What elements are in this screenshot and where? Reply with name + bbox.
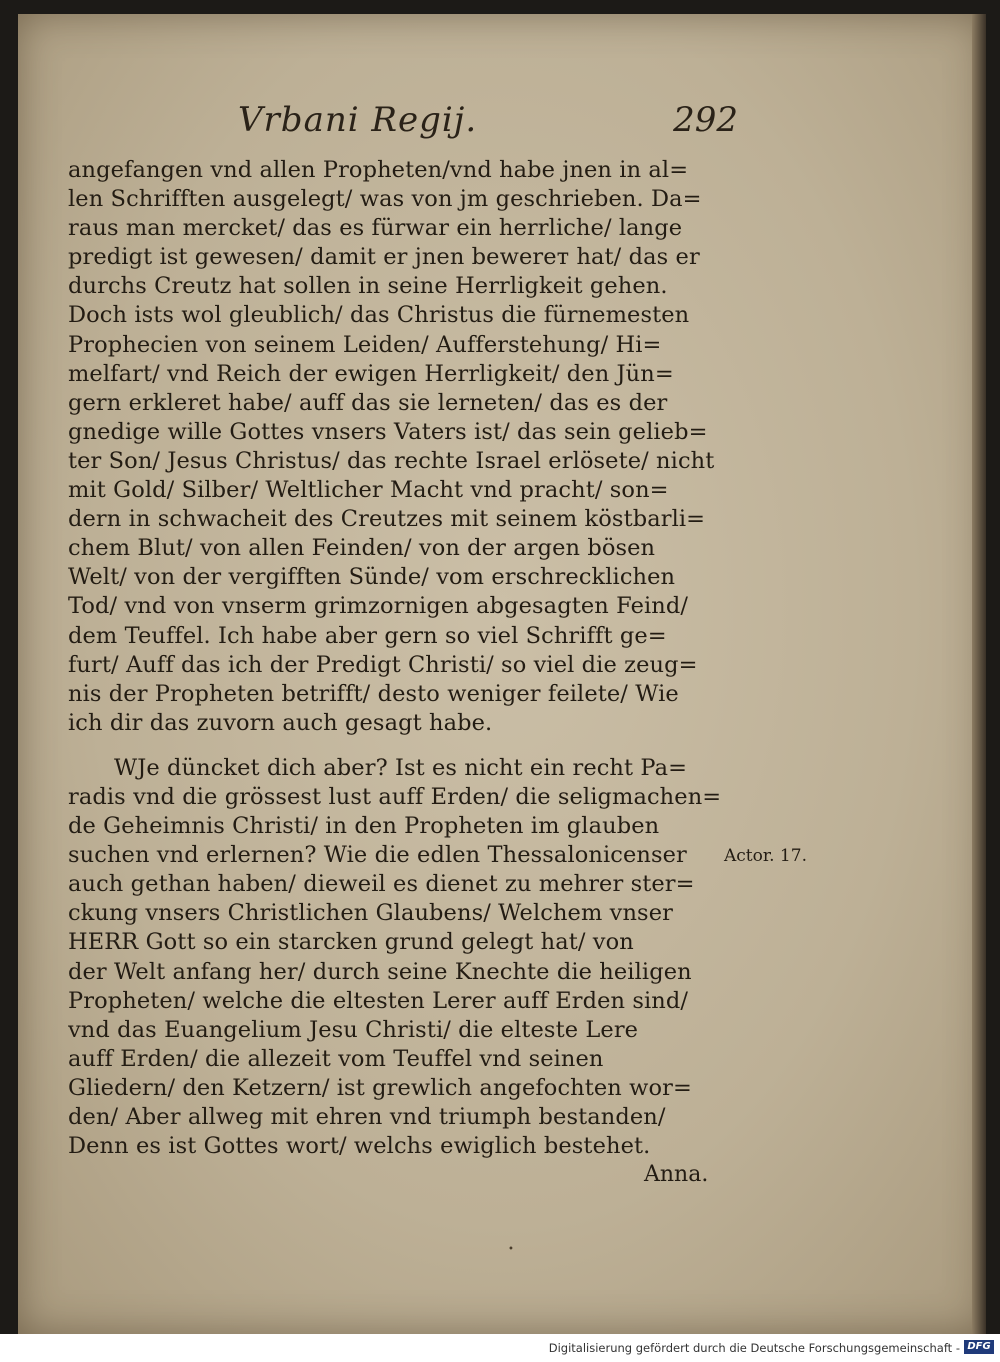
text-line: der Welt anfang her/ durch seine Knechte die heiligen (68, 958, 692, 985)
text-line: angefangen vnd allen Propheten/vnd habe jnen in al= (68, 157, 689, 183)
text-line: durchs Creutz hat sollen in seine Herrligkeit gehen. (68, 273, 668, 300)
page-header (238, 100, 738, 150)
text-line: melfart/ vnd Reich der ewigen Herrligkeit/ den Jün= (68, 360, 674, 387)
text-line: ckung vnsers Christlichen Glaubens/ Welchem vnser (68, 900, 673, 927)
text-line: auff Erden/ die allezeit vom Teuffel vnd seinen (68, 1045, 604, 1072)
text-line: chem Blut/ von allen Feinden/ von der argen bösen (68, 535, 656, 562)
text-line: gnedige wille Gottes vnsers Vaters ist/ das sein gelieb= (68, 418, 708, 445)
text-line: Welt/ von der vergifften Sünde/ vom erschrecklichen (68, 564, 676, 591)
dfg-logo: DFG (964, 1340, 994, 1354)
text-line: de Geheimnis Christi/ in den Propheten im glauben (68, 813, 660, 840)
catchword: Anna. (644, 1162, 709, 1187)
page-number: 292 (673, 100, 738, 140)
text-line: Gliedern/ den Ketzern/ ist grewlich angefochten wor= (68, 1074, 692, 1101)
text-line: vnd das Euangelium Jesu Christi/ die elteste Lere (68, 1016, 639, 1043)
text-line: furt/ Auff das ich der Predigt Christi/ so viel die zeug= (68, 651, 698, 678)
text-line: ter Son/ Jesus Christus/ das rechte Israel erlösete/ nicht (68, 447, 715, 474)
text-line: Propheten/ welche die eltesten Lerer auff Erden sind/ (68, 987, 689, 1014)
paragraph-gap (68, 738, 738, 754)
paragraph-1 (68, 156, 738, 738)
text-line: den/ Aber allweg mit ehren vnd triumph bestanden/ (68, 1104, 666, 1130)
text-line: radis vnd die grössest lust auff Erden/ die seligmachen= (68, 783, 722, 810)
text-line: gern erkleret habe/ auff das sie lerneten/ das es der (68, 389, 668, 416)
text-line: auch gethan haben/ dieweil es dienet zu mehrer ster= (68, 871, 695, 898)
text-line: ich dir das zuvorn auch gesagt habe. (68, 709, 493, 736)
footer-credit: Digitalisierung gefördert durch die Deutsche Forschungsgemeinschaft - (548, 1341, 960, 1355)
text-line: Prophecien von seinem Leiden/ Aufferstehung/ Hi= (68, 331, 662, 358)
text-line: Denn es ist Gottes wort/ welchs ewiglich bestehet. (68, 1133, 651, 1160)
paragraph-2 (68, 754, 738, 1161)
text-line: dern in schwacheit des Creutzes mit seinem köstbarli= (68, 506, 706, 533)
text-line: nis der Propheten betrifft/ desto weniger feilete/ Wie (68, 680, 679, 707)
running-head: Vrbani Regij. (238, 100, 478, 140)
text-line: dem Teuffel. Ich habe aber gern so viel Schrifft ge= (68, 622, 667, 649)
text-line: predigt ist gewesen/ damit er jnen bewerет hat/ das er (68, 244, 700, 271)
body-text (68, 156, 738, 1161)
text-line: raus man mercket/ das es fürwar ein herrliche/ lange (68, 215, 683, 242)
ink-mark: • (508, 1244, 514, 1255)
text-line: len Schrifften ausgelegt/ was von jm geschrieben. Da= (68, 186, 702, 213)
text-line: mit Gold/ Silber/ Weltlicher Macht vnd pracht/ son= (68, 477, 669, 504)
text-line: suchen vnd erlernen? Wie die edlen Thessalonicenser (68, 842, 687, 869)
page-gutter (972, 14, 986, 1334)
text-line: Doch ists wol gleublich/ das Christus die fürnemesten (68, 302, 690, 329)
footer-bar (0, 1334, 1000, 1362)
text-line: Tod/ vnd von vnserm grimzornigen abgesagten Feind/ (68, 593, 689, 620)
marginal-note: Actor. 17. (724, 846, 807, 866)
book-page (18, 14, 986, 1334)
text-line: HERR Gott so ein starcken grund gelegt hat/ von (68, 929, 634, 956)
text-line: WJe düncket dich aber? Ist es nicht ein recht Pa= (114, 754, 688, 781)
